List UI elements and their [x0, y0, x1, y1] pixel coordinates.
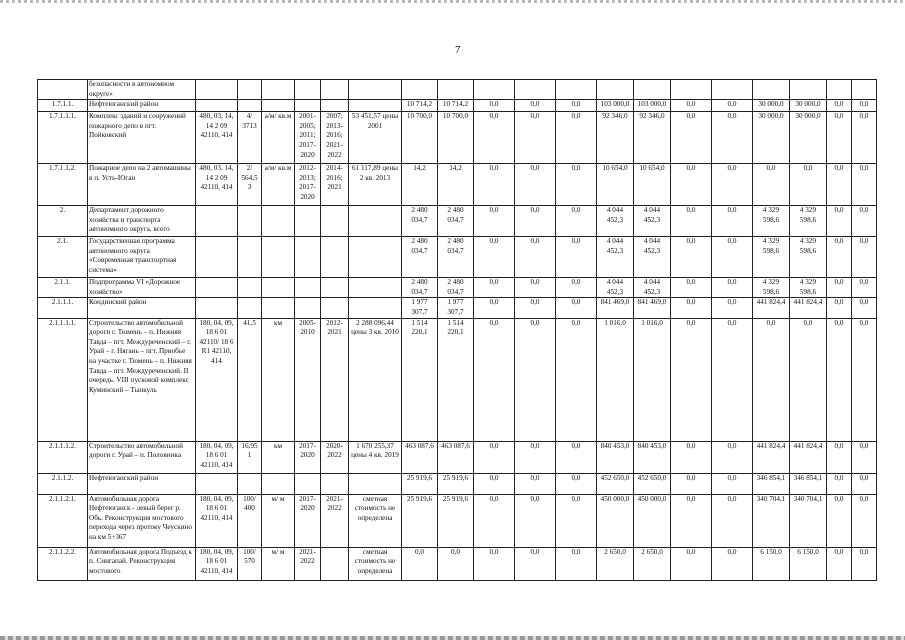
budget-code-cell	[196, 278, 238, 298]
total-2021-local-cell: 0,0	[712, 494, 753, 547]
total-2020-other-cell: 0,0	[556, 278, 597, 298]
total-2021-local-cell: 0,0	[712, 164, 753, 206]
row-code-cell: 1.7.1.1.2.	[38, 164, 88, 206]
total-2020-ao-cell: 14,2	[438, 164, 474, 206]
total-2022-ao-cell: 340 704,1	[790, 494, 827, 547]
total-2020-ao-cell: 0,0	[438, 547, 474, 580]
budget-code-cell: 180, 04, 09, 18 6 01 42110, 414	[196, 547, 238, 580]
capacity-cell: 41,5	[238, 318, 262, 441]
total-2022-ao-cell: 4 329 598,6	[790, 237, 827, 278]
total-2020-other-cell: 0,0	[556, 298, 597, 318]
row-code-cell: 2.1.1.1.1.	[38, 318, 88, 441]
budget-code-cell	[196, 206, 238, 237]
total-2020-cell: 10 714,2	[402, 100, 438, 112]
total-2021-local-cell: 0,0	[712, 318, 753, 441]
object-name-cell: Пожарное депо на 2 автомашины в п. Усть-Юган	[88, 164, 196, 206]
total-2020-fed-cell: 0,0	[474, 547, 515, 580]
budget-code-cell: 180, 04, 09, 18 6 01 42110, 414	[196, 494, 238, 547]
total-2020-fed-cell	[474, 80, 515, 100]
total-2021-local-cell: 0,0	[712, 473, 753, 494]
budget-code-cell	[196, 237, 238, 278]
total-2022-local-cell: 0,0	[852, 441, 877, 473]
unit-cell	[262, 206, 295, 237]
budget-code-cell: 180, 04, 09, 18 6 01 42110/ 18 6 R1 42110, 414	[196, 318, 238, 441]
total-2020-local-cell: 0,0	[515, 547, 556, 580]
total-2022-cell: 441 824,4	[753, 441, 790, 473]
total-2022-ao-cell: 6 150,0	[790, 547, 827, 580]
construction-years-cell: 2020-2022	[321, 441, 349, 473]
total-2022-local-cell: 0,0	[852, 278, 877, 298]
unit-cell: а/м/ кв.м	[262, 164, 295, 206]
total-2021-local-cell: 0,0	[712, 112, 753, 164]
total-2022-fed-cell: 0,0	[827, 298, 852, 318]
total-2022-fed-cell: 0,0	[827, 278, 852, 298]
total-2020-local-cell: 0,0	[515, 441, 556, 473]
total-2022-cell: 0,0	[753, 164, 790, 206]
total-2021-fed-cell: 0,0	[671, 278, 712, 298]
total-2022-local-cell: 0,0	[852, 100, 877, 112]
object-name-cell: Автомобильная дорога Подъезд к п. Сингапай. Реконструкция мостового	[88, 547, 196, 580]
total-2022-fed-cell: 0,0	[827, 100, 852, 112]
total-2020-ao-cell: 10 700,0	[438, 112, 474, 164]
total-2022-local-cell: 0,0	[852, 112, 877, 164]
capacity-cell	[238, 206, 262, 237]
table-row	[38, 441, 877, 473]
table-row	[38, 237, 877, 278]
row-code-cell: 2.1.1.2.1.	[38, 494, 88, 547]
total-2020-fed-cell: 0,0	[474, 278, 515, 298]
design-years-cell	[295, 278, 321, 298]
total-2022-ao-cell	[790, 80, 827, 100]
budget-code-cell: 480, 03, 14, 14 2 09 42110, 414	[196, 164, 238, 206]
estimated-cost-cell: сметная стоимость не определена	[349, 547, 402, 580]
total-2022-cell: 4 329 598,6	[753, 206, 790, 237]
total-2022-cell: 30 000,0	[753, 112, 790, 164]
table-row	[38, 318, 877, 441]
total-2021-cell: 103 000,0	[597, 100, 634, 112]
total-2020-other-cell: 0,0	[556, 164, 597, 206]
object-name-cell: Строительство автомобильной дороги г. Тюмень – п. Нижняя Тавда – пгт. Междуреченский – г. Урай – г. Нягань – пгт. Приобье на участке г. Тюмень – п. Нижняя Тавда – пгт. Междуреченский. II очередь. VIII пусковой комплекс Куминский – Тынкуль	[88, 318, 196, 441]
total-2021-ao-cell: 10 654,0	[634, 164, 671, 206]
estimated-cost-cell	[349, 100, 402, 112]
total-2022-fed-cell: 0,0	[827, 547, 852, 580]
budget-code-cell: 480, 03, 14, 14 2 09 42110, 414	[196, 112, 238, 164]
total-2021-cell: 92 346,0	[597, 112, 634, 164]
total-2020-cell: 1 514 220,1	[402, 318, 438, 441]
construction-years-cell	[321, 80, 349, 100]
unit-cell: м/ м	[262, 547, 295, 580]
capacity-cell: 100/ 400	[238, 494, 262, 547]
estimated-cost-cell: 61 117,89 цены 2 кв. 2013	[349, 164, 402, 206]
construction-years-cell: 2021-2022	[321, 494, 349, 547]
capacity-cell	[238, 278, 262, 298]
construction-years-cell	[321, 298, 349, 318]
estimated-cost-cell	[349, 298, 402, 318]
total-2022-ao-cell: 0,0	[790, 318, 827, 441]
object-name-cell: Государственная программа автономного округа «Современная транспортная система»	[88, 237, 196, 278]
total-2020-cell: 1 977 307,7	[402, 298, 438, 318]
unit-cell: км	[262, 318, 295, 441]
object-name-cell: Строительство автомобильной дороги г. Урай – п. Половинка	[88, 441, 196, 473]
total-2021-ao-cell: 4 044 452,3	[634, 237, 671, 278]
total-2020-other-cell: 0,0	[556, 112, 597, 164]
total-2020-local-cell: 0,0	[515, 298, 556, 318]
row-code-cell: 2.1.1.	[38, 278, 88, 298]
total-2022-local-cell: 0,0	[852, 547, 877, 580]
total-2020-cell	[402, 80, 438, 100]
total-2022-local-cell: 0,0	[852, 298, 877, 318]
design-years-cell: 2012-2013; 2017-2020	[295, 164, 321, 206]
table-row	[38, 547, 877, 580]
budget-table	[37, 79, 877, 581]
total-2021-local-cell: 0,0	[712, 206, 753, 237]
total-2021-fed-cell: 0,0	[671, 206, 712, 237]
table-row	[38, 80, 877, 100]
total-2021-fed-cell: 0,0	[671, 473, 712, 494]
total-2020-other-cell: 0,0	[556, 237, 597, 278]
total-2021-fed-cell: 0,0	[671, 318, 712, 441]
design-years-cell: 2017-2020	[295, 494, 321, 547]
unit-cell	[262, 473, 295, 494]
total-2020-cell: 463 087,6	[402, 441, 438, 473]
capacity-cell	[238, 473, 262, 494]
total-2020-fed-cell: 0,0	[474, 494, 515, 547]
total-2021-fed-cell: 0,0	[671, 112, 712, 164]
table-row	[38, 494, 877, 547]
capacity-cell	[238, 100, 262, 112]
object-name-cell: Комплекс зданий и сооружений пожарного депо в пгт. Пойковский	[88, 112, 196, 164]
total-2020-other-cell: 0,0	[556, 547, 597, 580]
total-2022-fed-cell: 0,0	[827, 237, 852, 278]
construction-years-cell	[321, 206, 349, 237]
table-row	[38, 473, 877, 494]
total-2021-cell: 4 044 452,3	[597, 278, 634, 298]
total-2021-local-cell: 0,0	[712, 441, 753, 473]
row-code-cell: 2.1.1.2.	[38, 473, 88, 494]
total-2022-local-cell: 0,0	[852, 237, 877, 278]
table-row	[38, 100, 877, 112]
estimated-cost-cell: 53 451,57 цены 2001	[349, 112, 402, 164]
construction-years-cell	[321, 237, 349, 278]
estimated-cost-cell	[349, 206, 402, 237]
total-2022-fed-cell: 0,0	[827, 494, 852, 547]
total-2021-cell: 10 654,0	[597, 164, 634, 206]
total-2020-ao-cell: 2 480 034,7	[438, 237, 474, 278]
budget-code-cell	[196, 473, 238, 494]
object-name-cell: Департамент дорожного хозяйства и транспорта автономного округа, всего	[88, 206, 196, 237]
total-2021-ao-cell: 452 650,0	[634, 473, 671, 494]
total-2020-other-cell: 0,0	[556, 441, 597, 473]
row-code-cell: 2.1.1.2.2.	[38, 547, 88, 580]
total-2021-local-cell: 0,0	[712, 278, 753, 298]
total-2020-ao-cell: 1 514 220,1	[438, 318, 474, 441]
total-2021-cell: 452 650,0	[597, 473, 634, 494]
total-2021-ao-cell: 4 044 452,3	[634, 206, 671, 237]
total-2022-cell: 4 329 598,6	[753, 278, 790, 298]
total-2020-cell: 0,0	[402, 547, 438, 580]
construction-years-cell	[321, 547, 349, 580]
total-2021-ao-cell: 4 044 452,3	[634, 278, 671, 298]
total-2020-cell: 25 919,6	[402, 473, 438, 494]
construction-years-cell: 2014-2016; 2021	[321, 164, 349, 206]
total-2022-ao-cell: 441 824,4	[790, 298, 827, 318]
total-2022-fed-cell: 0,0	[827, 112, 852, 164]
total-2021-fed-cell: 0,0	[671, 441, 712, 473]
estimated-cost-cell	[349, 80, 402, 100]
total-2020-other-cell: 0,0	[556, 318, 597, 441]
total-2022-ao-cell: 4 329 598,6	[790, 278, 827, 298]
row-code-cell: 2.1.1.1.	[38, 298, 88, 318]
total-2022-ao-cell: 441 824,4	[790, 441, 827, 473]
object-name-cell: Подпрограмма VI «Дорожное хозяйство»	[88, 278, 196, 298]
total-2021-cell: 4 044 452,3	[597, 206, 634, 237]
row-code-cell: 1.7.1.1.1.	[38, 112, 88, 164]
total-2020-local-cell: 0,0	[515, 494, 556, 547]
total-2020-cell: 25 919,6	[402, 494, 438, 547]
object-name-cell: Нефтеюганский район	[88, 473, 196, 494]
total-2022-cell: 4 329 598,6	[753, 237, 790, 278]
total-2021-fed-cell: 0,0	[671, 237, 712, 278]
total-2021-cell: 1 016,0	[597, 318, 634, 441]
total-2022-ao-cell: 346 854,1	[790, 473, 827, 494]
total-2020-other-cell	[556, 80, 597, 100]
total-2020-other-cell: 0,0	[556, 494, 597, 547]
bottom-scan-border	[0, 636, 905, 640]
total-2022-cell: 340 704,1	[753, 494, 790, 547]
budget-code-cell	[196, 298, 238, 318]
total-2021-ao-cell: 1 016,0	[634, 318, 671, 441]
total-2021-ao-cell: 103 000,0	[634, 100, 671, 112]
total-2021-cell: 841 469,0	[597, 298, 634, 318]
total-2022-fed-cell: 0,0	[827, 473, 852, 494]
total-2020-local-cell: 0,0	[515, 237, 556, 278]
total-2020-fed-cell: 0,0	[474, 206, 515, 237]
unit-cell: км	[262, 441, 295, 473]
object-name-cell: Кондинский район	[88, 298, 196, 318]
row-code-cell: 2.1.	[38, 237, 88, 278]
total-2022-fed-cell: 0,0	[827, 206, 852, 237]
total-2022-local-cell: 0,0	[852, 206, 877, 237]
total-2020-other-cell: 0,0	[556, 473, 597, 494]
total-2020-local-cell: 0,0	[515, 112, 556, 164]
total-2022-cell: 441 824,4	[753, 298, 790, 318]
total-2021-ao-cell: 2 650,0	[634, 547, 671, 580]
total-2020-cell: 14,2	[402, 164, 438, 206]
total-2021-ao-cell	[634, 80, 671, 100]
total-2021-ao-cell: 840 453,0	[634, 441, 671, 473]
design-years-cell	[295, 100, 321, 112]
total-2021-ao-cell: 92 346,0	[634, 112, 671, 164]
total-2022-ao-cell: 30 000,0	[790, 112, 827, 164]
row-code-cell: 2.1.1.1.2.	[38, 441, 88, 473]
design-years-cell	[295, 80, 321, 100]
total-2022-local-cell	[852, 80, 877, 100]
object-name-cell: Нефтеюганский район	[88, 100, 196, 112]
estimated-cost-cell: 2 288 096,44 цены 3 кв. 2010	[349, 318, 402, 441]
design-years-cell	[295, 237, 321, 278]
unit-cell	[262, 80, 295, 100]
total-2020-fed-cell: 0,0	[474, 318, 515, 441]
total-2020-cell: 2 480 034,7	[402, 278, 438, 298]
unit-cell: а/м/ кв.м	[262, 112, 295, 164]
total-2020-local-cell: 0,0	[515, 278, 556, 298]
unit-cell	[262, 100, 295, 112]
total-2022-fed-cell: 0,0	[827, 164, 852, 206]
total-2021-ao-cell: 450 000,0	[634, 494, 671, 547]
capacity-cell	[238, 80, 262, 100]
total-2020-ao-cell	[438, 80, 474, 100]
unit-cell	[262, 298, 295, 318]
unit-cell	[262, 278, 295, 298]
total-2020-local-cell: 0,0	[515, 473, 556, 494]
total-2020-local-cell: 0,0	[515, 206, 556, 237]
row-code-cell: 1.7.1.1.	[38, 100, 88, 112]
total-2020-local-cell: 0,0	[515, 164, 556, 206]
total-2020-local-cell: 0,0	[515, 318, 556, 441]
table-row	[38, 206, 877, 237]
construction-years-cell	[321, 278, 349, 298]
estimated-cost-cell	[349, 278, 402, 298]
total-2021-local-cell: 0,0	[712, 298, 753, 318]
construction-years-cell	[321, 473, 349, 494]
total-2021-local-cell: 0,0	[712, 237, 753, 278]
table-row	[38, 298, 877, 318]
top-scan-border	[0, 0, 905, 3]
total-2020-ao-cell: 2 480 034,7	[438, 206, 474, 237]
total-2021-fed-cell	[671, 80, 712, 100]
construction-years-cell: 2007; 2013-2016; 2021-2022	[321, 112, 349, 164]
total-2021-cell: 4 044 452,3	[597, 237, 634, 278]
total-2021-fed-cell: 0,0	[671, 164, 712, 206]
total-2021-local-cell	[712, 80, 753, 100]
unit-cell	[262, 237, 295, 278]
total-2020-fed-cell: 0,0	[474, 298, 515, 318]
total-2021-ao-cell: 841 469,0	[634, 298, 671, 318]
table-row	[38, 112, 877, 164]
design-years-cell: 2001-2005; 2011; 2017-2020	[295, 112, 321, 164]
total-2021-local-cell: 0,0	[712, 547, 753, 580]
estimated-cost-cell: 1 670 255,37 цены 4 кв. 2019	[349, 441, 402, 473]
total-2020-fed-cell: 0,0	[474, 237, 515, 278]
construction-years-cell	[321, 100, 349, 112]
total-2020-other-cell: 0,0	[556, 206, 597, 237]
capacity-cell	[238, 298, 262, 318]
table-row	[38, 278, 877, 298]
table-row	[38, 164, 877, 206]
total-2021-fed-cell: 0,0	[671, 100, 712, 112]
total-2022-fed-cell	[827, 80, 852, 100]
total-2020-cell: 2 480 034,7	[402, 237, 438, 278]
total-2022-ao-cell: 4 329 598,6	[790, 206, 827, 237]
total-2020-ao-cell: 25 919,6	[438, 494, 474, 547]
total-2022-local-cell: 0,0	[852, 494, 877, 547]
total-2022-fed-cell: 0,0	[827, 441, 852, 473]
page-number: 7	[455, 44, 461, 56]
total-2020-ao-cell: 2 480 034,7	[438, 278, 474, 298]
design-years-cell: 2017-2020	[295, 441, 321, 473]
estimated-cost-cell	[349, 237, 402, 278]
total-2021-local-cell: 0,0	[712, 100, 753, 112]
total-2022-ao-cell: 30 000,0	[790, 100, 827, 112]
total-2021-cell: 2 650,0	[597, 547, 634, 580]
estimated-cost-cell: сметная стоимость не определена	[349, 494, 402, 547]
design-years-cell: 2021-2022	[295, 547, 321, 580]
design-years-cell	[295, 206, 321, 237]
design-years-cell	[295, 473, 321, 494]
budget-code-cell	[196, 80, 238, 100]
total-2020-fed-cell: 0,0	[474, 473, 515, 494]
total-2021-cell: 840 453,0	[597, 441, 634, 473]
total-2020-ao-cell: 25 919,6	[438, 473, 474, 494]
construction-years-cell: 2012-2021	[321, 318, 349, 441]
total-2022-local-cell: 0,0	[852, 473, 877, 494]
total-2022-ao-cell: 0,0	[790, 164, 827, 206]
unit-cell: м/ м	[262, 494, 295, 547]
total-2020-fed-cell: 0,0	[474, 441, 515, 473]
total-2022-cell: 346 854,1	[753, 473, 790, 494]
object-name-cell: безопасности в автономном округе»	[88, 80, 196, 100]
total-2020-ao-cell: 463 087,6	[438, 441, 474, 473]
total-2022-cell: 6 150,0	[753, 547, 790, 580]
estimated-cost-cell	[349, 473, 402, 494]
total-2022-cell	[753, 80, 790, 100]
total-2022-local-cell: 0,0	[852, 318, 877, 441]
design-years-cell	[295, 298, 321, 318]
total-2020-ao-cell: 10 714,2	[438, 100, 474, 112]
budget-code-cell	[196, 100, 238, 112]
total-2021-cell	[597, 80, 634, 100]
total-2020-local-cell: 0,0	[515, 100, 556, 112]
total-2020-fed-cell: 0,0	[474, 100, 515, 112]
total-2022-fed-cell: 0,0	[827, 318, 852, 441]
total-2020-fed-cell: 0,0	[474, 112, 515, 164]
total-2020-ao-cell: 1 977 307,7	[438, 298, 474, 318]
total-2020-other-cell: 0,0	[556, 100, 597, 112]
capacity-cell: 16,951	[238, 441, 262, 473]
row-code-cell	[38, 80, 88, 100]
total-2021-fed-cell: 0,0	[671, 494, 712, 547]
total-2022-cell: 0,0	[753, 318, 790, 441]
capacity-cell	[238, 237, 262, 278]
row-code-cell: 2.	[38, 206, 88, 237]
object-name-cell: Автомобильная дорога Нефтеюганск - левый берег р. Обь. Реконструкция мостового перехода через протоку Чеускино на км 5+367	[88, 494, 196, 547]
capacity-cell: 100/ 570	[238, 547, 262, 580]
total-2022-cell: 30 000,0	[753, 100, 790, 112]
total-2020-local-cell	[515, 80, 556, 100]
total-2020-cell: 2 480 034,7	[402, 206, 438, 237]
total-2021-fed-cell: 0,0	[671, 298, 712, 318]
budget-code-cell: 180, 04, 09, 18 6 01 42110, 414	[196, 441, 238, 473]
capacity-cell: 2/ 564,53	[238, 164, 262, 206]
total-2021-fed-cell: 0,0	[671, 547, 712, 580]
design-years-cell: 2005-2010	[295, 318, 321, 441]
total-2021-cell: 450 000,0	[597, 494, 634, 547]
total-2020-cell: 10 700,0	[402, 112, 438, 164]
total-2022-local-cell: 0,0	[852, 164, 877, 206]
total-2020-fed-cell: 0,0	[474, 164, 515, 206]
capacity-cell: 4/ 3713	[238, 112, 262, 164]
